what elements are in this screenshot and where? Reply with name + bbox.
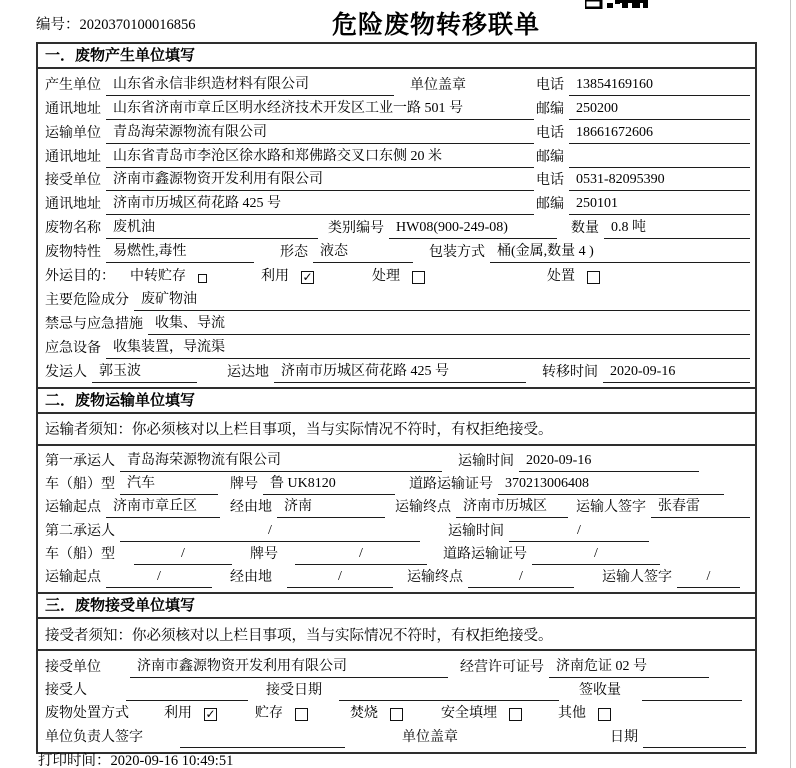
document-number-label: 编号： [36, 17, 80, 33]
unit-seal-label: 单位盖章 [402, 729, 458, 745]
transporter-notice: 运输者须知：你必须核对以上栏目事项，当与实际情况不符时，有权拒绝接受。 [38, 414, 755, 446]
purpose-dispose-label: 处置 [547, 269, 575, 285]
second-route-end-value: / [468, 569, 574, 588]
second-vehicle-type-label: 车（船）型 [45, 547, 115, 563]
first-plate-label: 牌号 [230, 477, 258, 493]
second-road-permit-value: / [532, 546, 660, 565]
second-carrier-label: 第二承运人 [45, 523, 115, 539]
hazard-components-value: 废矿物油 [134, 288, 750, 311]
first-road-permit-value: 370213006408 [498, 476, 724, 495]
second-road-permit-label: 道路运输证号 [443, 547, 527, 563]
first-plate-value: 鲁 UK8120 [263, 472, 395, 495]
producer-address-value: 山东省济南市章丘区明水经济技术开发区工业一路 501 号 [106, 97, 534, 120]
producer-seal-label: 单位盖章 [410, 77, 466, 93]
purpose-utilize-checkbox: ✓ [302, 270, 313, 285]
waste-traits-label: 废物特性 [45, 245, 101, 261]
signed-qty-value [642, 698, 742, 701]
row-receiver-address [43, 191, 750, 215]
emergency-equipment-value: 收集装置，导流渠 [106, 336, 750, 359]
license-label: 经营许可证号 [460, 659, 544, 675]
waste-form-label: 形态 [280, 245, 308, 261]
receiver-unit-value: 济南市鑫源物资开发利用有限公司 [106, 168, 534, 191]
hazard-components-label: 主要危险成分 [45, 292, 129, 308]
purpose-storage-checkbox [198, 274, 207, 283]
first-route-start-label: 运输起点 [45, 500, 101, 516]
row-first-carrier [43, 449, 750, 472]
transfer-purpose-label: 外运目的： [45, 269, 115, 285]
page-edge-divider [790, 0, 791, 768]
row-transporter-unit [43, 120, 750, 144]
destination-label: 运达地 [227, 364, 269, 380]
transporter-address-label: 通讯地址 [45, 149, 101, 165]
first-route-via-value: 济南 [277, 495, 385, 518]
receiver-phone-value: 0531-82095390 [569, 172, 750, 191]
receiver-phone-group [534, 169, 750, 191]
second-carrier-value: / [120, 523, 420, 542]
transfer-form-table [36, 42, 757, 754]
second-route-end-label: 运输终点 [407, 570, 463, 586]
purpose-dispose-checkbox [587, 271, 600, 284]
row-dispatch [43, 359, 750, 383]
disposal-incinerate-checkbox [390, 708, 403, 721]
disposal-storage-label: 贮存 [255, 706, 283, 722]
second-plate-label: 牌号 [250, 547, 278, 563]
second-route-start-value: / [106, 569, 212, 588]
taboo-measures-label: 禁忌与应急措施 [45, 316, 143, 332]
purpose-option-dispose [545, 265, 600, 287]
purpose-treat-checkbox [412, 271, 425, 284]
accept-unit-label: 接受单位 [45, 659, 101, 675]
waste-name-value: 废机油 [106, 216, 318, 239]
waste-name-label: 废物名称 [45, 221, 101, 237]
row-taboo-measures [43, 311, 750, 335]
purpose-option-utilize [259, 265, 314, 287]
second-transport-time-label: 运输时间 [448, 523, 504, 539]
sign-date-label: 日期 [610, 729, 638, 745]
waste-code-value: HW08(900-249-08) [389, 220, 557, 239]
row-accept-unit [43, 654, 750, 677]
waste-pack-label: 包装方式 [429, 245, 485, 261]
receiver-zip-label: 邮编 [536, 197, 564, 213]
responsible-signature-label: 单位负责人签字 [45, 729, 143, 745]
section-transporter-rows [38, 446, 755, 593]
disposal-option-other [556, 702, 611, 724]
disposal-method-label: 废物处置方式 [45, 706, 129, 722]
disposal-option-incinerate [348, 702, 403, 724]
accept-date-value [339, 698, 559, 701]
producer-phone-group [534, 74, 750, 96]
disposal-other-checkbox [598, 708, 611, 721]
first-carrier-sign-value: 张春雷 [651, 495, 750, 518]
document-number-value: 2020370100016856 [79, 17, 196, 33]
second-route-via-value: / [287, 569, 393, 588]
disposal-incinerate-label: 焚烧 [350, 706, 378, 722]
transfer-time-value: 2020-09-16 [603, 364, 750, 383]
section-receiver-header: 三．废物接受单位填写 [38, 594, 755, 619]
page-title: 危险废物转移联单 [331, 11, 540, 39]
disposal-utilize-label: 利用 [164, 706, 192, 722]
receiver-zip-group [534, 193, 750, 215]
producer-unit-value: 山东省永信非织造材料有限公司 [106, 73, 394, 96]
disposal-storage-checkbox [295, 708, 308, 721]
row-transfer-purpose [43, 263, 750, 287]
transporter-phone-value: 18661672606 [569, 125, 750, 144]
section-producer [38, 44, 755, 387]
row-hazard-components [43, 287, 750, 311]
disposal-option-landfill [439, 702, 522, 724]
license-value: 济南危证 02 号 [549, 655, 709, 678]
row-first-vehicle [43, 472, 750, 495]
qr-code-fragment [585, 0, 651, 9]
transporter-zip-label: 邮编 [536, 149, 564, 165]
section-transporter [38, 387, 755, 593]
disposal-landfill-checkbox [509, 708, 522, 721]
producer-zip-label: 邮编 [536, 101, 564, 117]
row-waste-traits [43, 239, 750, 263]
transporter-address-value: 山东省青岛市李沧区徐水路和郑佛路交叉口东侧 20 米 [106, 145, 534, 168]
first-transport-time-label: 运输时间 [458, 453, 514, 469]
producer-phone-label: 电话 [536, 77, 564, 93]
dispatcher-value: 郭玉波 [92, 360, 197, 383]
responsible-signature-value [180, 745, 345, 748]
row-responsible-signature [43, 724, 750, 747]
receiver-phone-label: 电话 [536, 173, 564, 189]
producer-zip-value: 250200 [569, 101, 750, 120]
first-transport-time-value: 2020-09-16 [519, 453, 699, 472]
transporter-zip-value [569, 165, 750, 168]
second-transport-time-value: / [509, 523, 649, 542]
row-emergency-equipment [43, 335, 750, 359]
transfer-time-label: 转移时间 [542, 364, 598, 380]
row-waste-name [43, 215, 750, 239]
receiver-zip-value: 250101 [569, 196, 750, 215]
sign-date-value [643, 745, 746, 748]
receiver-notice: 接受者须知：你必须核对以上栏目事项，当与实际情况不符时，有权拒绝接受。 [38, 619, 755, 651]
row-producer-unit [43, 72, 750, 96]
first-route-via-label: 经由地 [230, 500, 272, 516]
accept-date-label: 接受日期 [266, 682, 322, 698]
second-route-via-label: 经由地 [230, 570, 272, 586]
transporter-phone-label: 电话 [536, 125, 564, 141]
purpose-treat-label: 处理 [372, 269, 400, 285]
section-receiver [38, 592, 755, 751]
purpose-option-treat [370, 265, 425, 287]
row-second-vehicle [43, 542, 750, 565]
receiver-unit-label: 接受单位 [45, 173, 101, 189]
destination-value: 济南市历城区荷花路 425 号 [274, 360, 526, 383]
acceptor-label: 接受人 [45, 682, 87, 698]
producer-phone-value: 13854169160 [569, 77, 750, 96]
first-vehicle-type-value: 汽车 [120, 472, 218, 495]
row-disposal-method [43, 701, 750, 724]
disposal-option-storage [253, 702, 308, 724]
dispatcher-label: 发运人 [45, 364, 87, 380]
first-carrier-value: 青岛海荣源物流有限公司 [120, 449, 442, 472]
waste-form-value: 液态 [313, 240, 413, 263]
waste-traits-value: 易燃性,毒性 [106, 240, 254, 263]
taboo-measures-value: 收集、导流 [148, 312, 750, 335]
producer-unit-label: 产生单位 [45, 77, 101, 93]
section-receiver-rows [38, 651, 755, 751]
receiver-address-label: 通讯地址 [45, 197, 101, 213]
waste-qty-label: 数量 [571, 221, 599, 237]
first-route-end-label: 运输终点 [395, 500, 451, 516]
second-vehicle-type-value: / [134, 546, 232, 565]
producer-address-label: 通讯地址 [45, 101, 101, 117]
row-first-route [43, 495, 750, 518]
purpose-option-storage [128, 265, 207, 287]
print-time-value: 2020-09-16 10:49:51 [110, 753, 234, 768]
section-transporter-header: 二．废物运输单位填写 [38, 389, 755, 414]
disposal-other-label: 其他 [558, 706, 586, 722]
row-transporter-address [43, 144, 750, 168]
disposal-landfill-label: 安全填埋 [441, 706, 497, 722]
first-route-start-value: 济南市章丘区 [106, 495, 220, 518]
waste-pack-value: 桶(金属,数量 4 ) [490, 240, 750, 263]
second-route-start-label: 运输起点 [45, 570, 101, 586]
transporter-unit-label: 运输单位 [45, 125, 101, 141]
print-time-label: 打印时间： [38, 753, 111, 768]
section-producer-header: 一．废物产生单位填写 [38, 44, 755, 69]
waste-code-label: 类别编号 [328, 221, 384, 237]
accept-unit-value: 济南市鑫源物资开发利用有限公司 [130, 655, 448, 678]
waste-qty-value: 0.8 吨 [604, 216, 750, 239]
row-producer-address [43, 96, 750, 120]
emergency-equipment-label: 应急设备 [45, 340, 101, 356]
section-producer-rows [38, 69, 755, 387]
disposal-option-utilize [162, 702, 217, 724]
first-vehicle-type-label: 车（船）型 [45, 477, 115, 493]
producer-zip-group [534, 98, 750, 120]
row-acceptor [43, 678, 750, 701]
signed-qty-label: 签收量 [579, 682, 621, 698]
row-receiver-unit [43, 168, 750, 192]
transporter-unit-value: 青岛海荣源物流有限公司 [106, 121, 534, 144]
first-route-end-value: 济南市历城区 [456, 495, 568, 518]
print-time [38, 749, 233, 768]
first-carrier-label: 第一承运人 [45, 453, 115, 469]
purpose-utilize-label: 利用 [261, 269, 289, 285]
first-carrier-sign-label: 运输人签字 [576, 500, 646, 516]
second-plate-value: / [295, 546, 427, 565]
first-road-permit-label: 道路运输证号 [409, 477, 493, 493]
second-carrier-sign-label: 运输人签字 [602, 570, 672, 586]
purpose-storage-label: 中转贮存 [130, 269, 186, 285]
row-second-carrier [43, 518, 750, 541]
transporter-zip-group [534, 146, 750, 168]
acceptor-value [126, 698, 248, 701]
disposal-utilize-checkbox: ✓ [205, 707, 216, 722]
second-carrier-sign-value: / [677, 569, 740, 588]
receiver-address-value: 济南市历城区荷花路 425 号 [106, 192, 534, 215]
row-second-route [43, 565, 750, 588]
transporter-phone-group [534, 122, 750, 144]
